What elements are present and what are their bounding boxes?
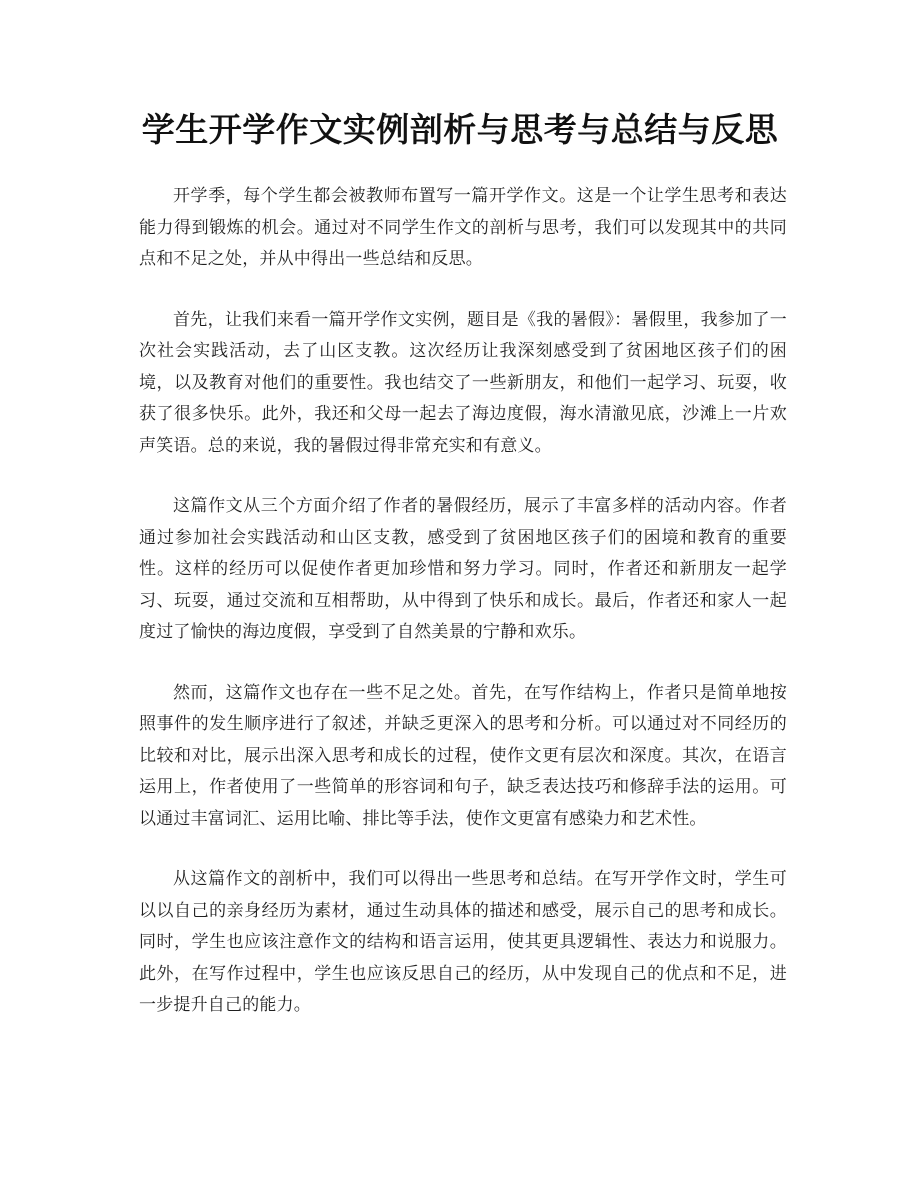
paragraph-1: 开学季，每个学生都会被教师布置写一篇开学作文。这是一个让学生思考和表达能力得到锻炼的机会。通过对不同学生作文的剖析与思考，我们可以发现其中的共同点和不足之处，并从中得出一些总结和反思。 (139, 186, 787, 269)
paragraph-3: 这篇作文从三个方面介绍了作者的暑假经历，展示了丰富多样的活动内容。作者通过参加社会实践活动和山区支教，感受到了贫困地区孩子们的困境和教育的重要性。这样的经历可以促使作者更加珍惜和努力学习。同时，作者还和新朋友一起学习、玩耍，通过交流和互相帮助，从中得到了快乐和成长。最后，作者还和家人一起度过了愉快的海边度假，享受到了自然美景的宁静和欢乐。 (139, 496, 787, 642)
document-title: 学生开学作文实例剖析与思考与总结与反思 (141, 110, 779, 149)
paragraph-2: 首先，让我们来看一篇开学作文实例，题目是《我的暑假》：暑假里，我参加了一次社会实践活动，去了山区支教。这次经历让我深刻感受到了贫困地区孩子们的困境，以及教育对他们的重要性。我也结交了一些新朋友，和他们一起学习、玩耍，收获了很多快乐。此外，我还和父母一起去了海边度假，海水清澈见底，沙滩上一片欢声笑语。总的来说，我的暑假过得非常充实和有意义。 (139, 309, 787, 456)
paragraph-5: 从这篇作文的剖析中，我们可以得出一些思考和总结。在写开学作文时，学生可以以自己的亲身经历为素材，通过生动具体的描述和感受，展示自己的思考和成长。同时，学生也应该注意作文的结构和语言运用，使其更具逻辑性、表达力和说服力。此外，在写作过程中，学生也应该反思自己的经历，从中发现自己的优点和不足，进一步提升自己的能力。 (139, 869, 787, 1015)
paragraph-4: 然而，这篇作文也存在一些不足之处。首先，在写作结构上，作者只是简单地按照事件的发生顺序进行了叙述，并缺乏更深入的思考和分析。可以通过对不同经历的比较和对比，展示出深入思考和成长的过程，使作文更有层次和深度。其次，在语言运用上，作者使用了一些简单的形容词和句子，缺乏表达技巧和修辞手法的运用。可以通过丰富词汇、运用比喻、排比等手法，使作文更富有感染力和艺术性。 (139, 682, 787, 829)
document-body (139, 181, 787, 1051)
